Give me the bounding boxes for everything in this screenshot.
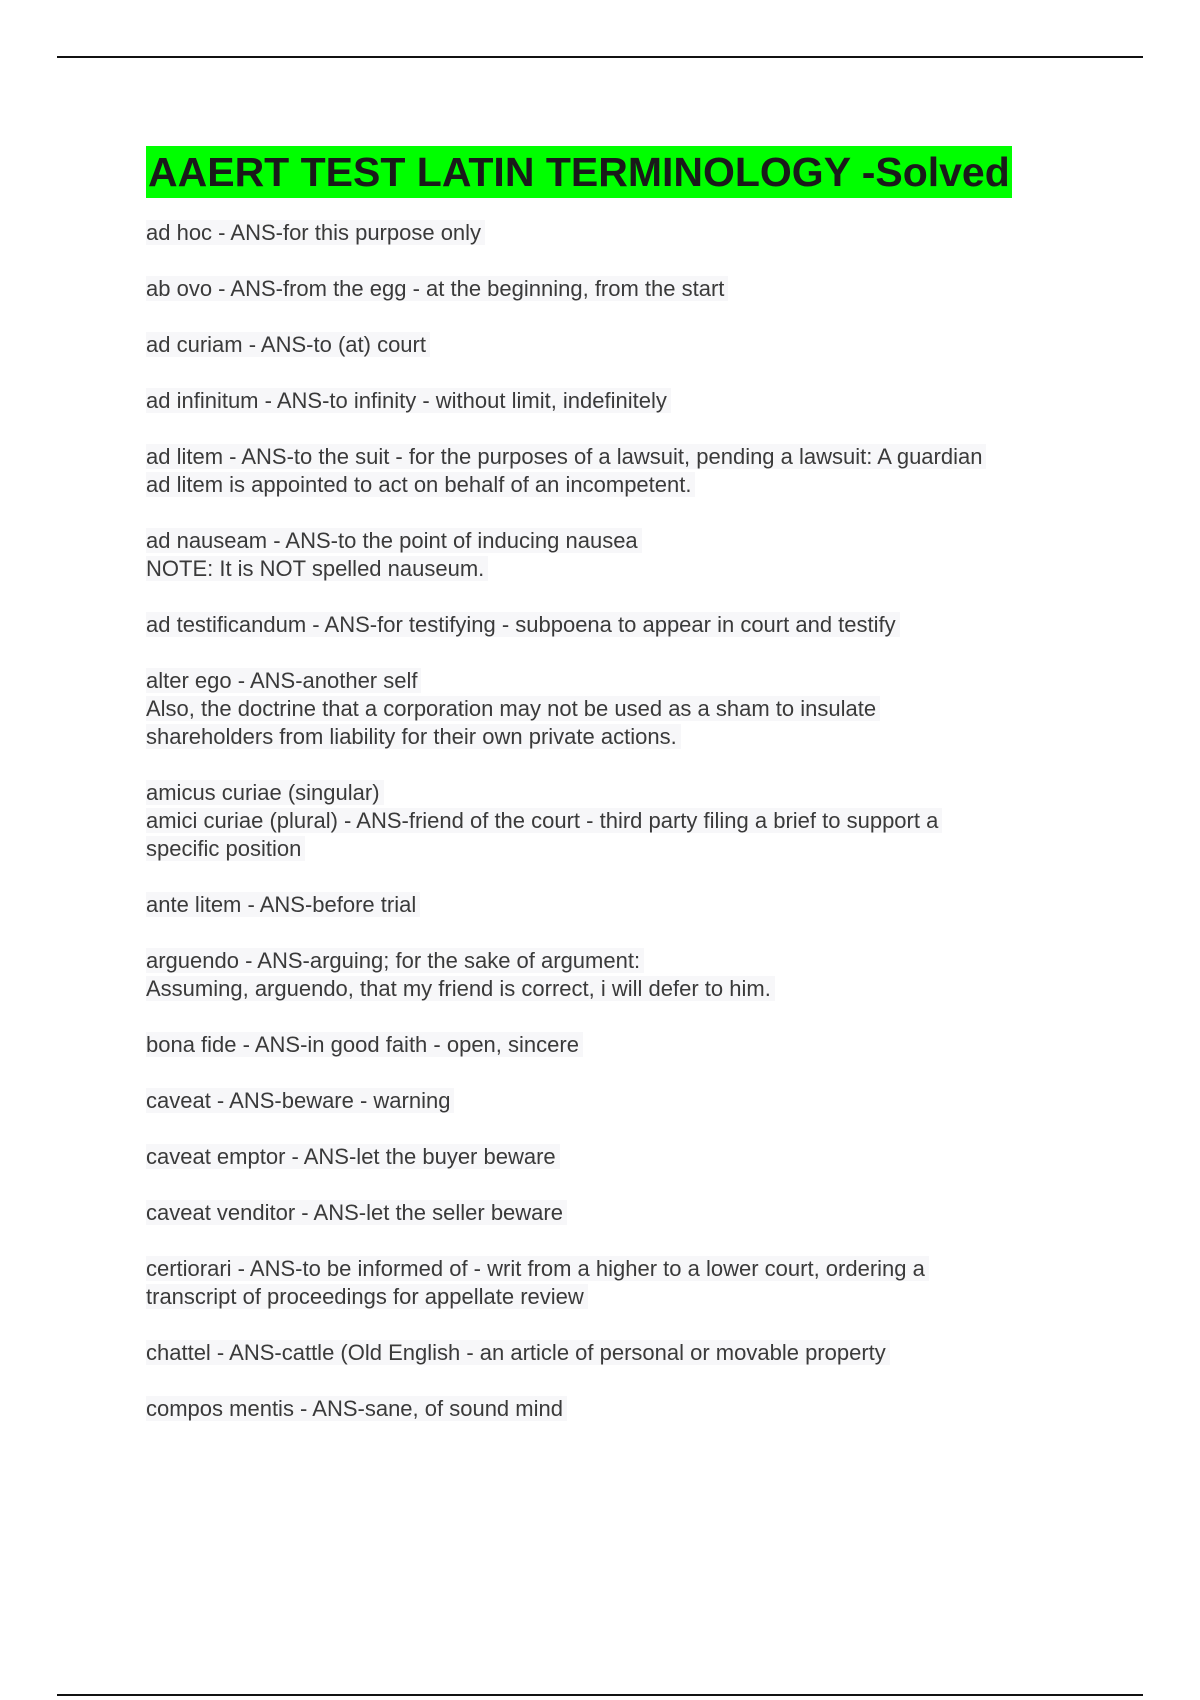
bottom-rule xyxy=(57,1694,1143,1696)
term-line xyxy=(146,527,1086,555)
term-line-text: certiorari - ANS-to be informed of - writ from a higher to a lower court, ordering a xyxy=(146,1256,929,1281)
term-line-text: ad hoc - ANS-for this purpose only xyxy=(146,220,485,245)
document-title: AAERT TEST LATIN TERMINOLOGY -Solved xyxy=(146,146,1012,198)
term-entry xyxy=(146,779,1086,863)
term-line-text: Assuming, arguendo, that my friend is correct, i will defer to him. xyxy=(146,976,775,1001)
term-line-text: caveat - ANS-beware - warning xyxy=(146,1088,454,1113)
term-line xyxy=(146,723,1086,751)
term-line-text: transcript of proceedings for appellate review xyxy=(146,1284,588,1309)
term-list xyxy=(146,219,1086,1423)
term-line-text: ante litem - ANS-before trial xyxy=(146,892,420,917)
term-line xyxy=(146,1199,1086,1227)
term-line xyxy=(146,891,1086,919)
term-line xyxy=(146,1395,1086,1423)
term-line-text: amici curiae (plural) - ANS-friend of the court - third party filing a brief to support a xyxy=(146,808,942,833)
term-line-text: ad litem - ANS-to the suit - for the purposes of a lawsuit, pending a lawsuit: A guardian xyxy=(146,444,986,469)
term-line xyxy=(146,1143,1086,1171)
term-line-text: ad infinitum - ANS-to infinity - without limit, indefinitely xyxy=(146,388,671,413)
term-entry xyxy=(146,331,1086,359)
term-entry xyxy=(146,443,1086,499)
term-line-text: bona fide - ANS-in good faith - open, sincere xyxy=(146,1032,583,1057)
term-line xyxy=(146,947,1086,975)
term-line xyxy=(146,807,1086,835)
term-line xyxy=(146,1339,1086,1367)
term-line xyxy=(146,1087,1086,1115)
term-line-text: chattel - ANS-cattle (Old English - an article of personal or movable property xyxy=(146,1340,890,1365)
term-line-text: alter ego - ANS-another self xyxy=(146,668,421,693)
term-line xyxy=(146,695,1086,723)
term-line-text: arguendo - ANS-arguing; for the sake of argument: xyxy=(146,948,644,973)
top-rule xyxy=(57,56,1143,58)
term-line xyxy=(146,275,1086,303)
term-line xyxy=(146,667,1086,695)
document-body xyxy=(146,146,1086,1451)
term-entry xyxy=(146,611,1086,639)
term-line-text: caveat emptor - ANS-let the buyer beware xyxy=(146,1144,560,1169)
term-line xyxy=(146,387,1086,415)
term-line xyxy=(146,443,1086,471)
term-line xyxy=(146,331,1086,359)
term-line-text: ad testificandum - ANS-for testifying - subpoena to appear in court and testify xyxy=(146,612,900,637)
term-line-text: specific position xyxy=(146,836,305,861)
term-line xyxy=(146,835,1086,863)
term-entry xyxy=(146,1031,1086,1059)
term-entry xyxy=(146,1395,1086,1423)
term-line-text: Also, the doctrine that a corporation may not be used as a sham to insulate xyxy=(146,696,880,721)
term-entry xyxy=(146,1087,1086,1115)
term-entry xyxy=(146,891,1086,919)
term-entry xyxy=(146,947,1086,1003)
term-line-text: ad litem is appointed to act on behalf of an incompetent. xyxy=(146,472,695,497)
term-entry xyxy=(146,667,1086,751)
term-line xyxy=(146,471,1086,499)
term-entry xyxy=(146,387,1086,415)
term-line-text: caveat venditor - ANS-let the seller beware xyxy=(146,1200,567,1225)
term-line xyxy=(146,1255,1086,1283)
term-line-text: ad curiam - ANS-to (at) court xyxy=(146,332,430,357)
term-entry xyxy=(146,1199,1086,1227)
term-entry xyxy=(146,1143,1086,1171)
term-entry xyxy=(146,275,1086,303)
term-entry xyxy=(146,527,1086,583)
term-line xyxy=(146,975,1086,1003)
term-line xyxy=(146,611,1086,639)
term-line xyxy=(146,1031,1086,1059)
term-line-text: amicus curiae (singular) xyxy=(146,780,384,805)
term-line-text: NOTE: It is NOT spelled nauseum. xyxy=(146,556,488,581)
term-line-text: shareholders from liability for their own private actions. xyxy=(146,724,681,749)
term-line-text: ad nauseam - ANS-to the point of inducing nausea xyxy=(146,528,642,553)
term-line-text: compos mentis - ANS-sane, of sound mind xyxy=(146,1396,567,1421)
term-line xyxy=(146,555,1086,583)
term-line xyxy=(146,779,1086,807)
term-line xyxy=(146,219,1086,247)
term-line-text: ab ovo - ANS-from the egg - at the beginning, from the start xyxy=(146,276,728,301)
term-entry xyxy=(146,219,1086,247)
term-entry xyxy=(146,1255,1086,1311)
term-line xyxy=(146,1283,1086,1311)
term-entry xyxy=(146,1339,1086,1367)
